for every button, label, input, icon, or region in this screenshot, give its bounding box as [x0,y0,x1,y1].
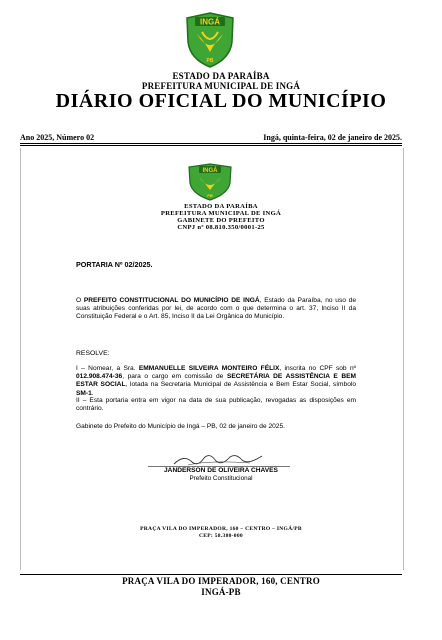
doc-head-prefecture: PREFEITURA MUNICIPAL DE INGÁ [160,210,282,217]
portaria-number: PORTARIA Nº 02/2025. [76,260,153,269]
footer-city: INGÁ-PB [201,587,241,597]
doc-head-cnpj: CNPJ nº 08.810.350/0001-25 [177,224,265,231]
appointee-cpf: 012.908.474-36 [76,373,123,381]
resolve-label: RESOLVE: [76,350,110,357]
art1-cpf-label: , inscrita no CPF sob nº [279,365,357,372]
signer-role: Prefeito Constitucional [189,475,253,482]
signer-name: JANDERSON DE OLIVEIRA CHAVES [164,467,278,474]
edition-number: Ano 2025, Número 02 [20,133,95,142]
doc-footer-address: PRAÇA VILA DO IMPERADOR, 160 – CENTRO – INGÁ/PB [140,526,302,532]
prefecture-name: PREFEITURA MUNICIPAL DE INGÁ [141,81,301,91]
small-logo-subtext: PB [207,193,213,198]
appointee-name: EMMANUELLE SILVEIRA MONTEIRO FÉLIX [138,365,280,372]
art1-allocation: , lotada na Secretaria Municipal de Assistência e Bem Estar Social, símbolo [125,381,356,389]
inga-coat-of-arms-logo [185,12,235,68]
art1-lead: I – Nomear, a Sra. [76,365,139,372]
doc-footer-cep: CEP: 58.380-000 [199,533,243,539]
inga-coat-of-arms-small-logo [187,163,233,201]
journal-title: DIÁRIO OFICIAL DO MUNICÍPIO [55,90,387,112]
small-logo-text: INGÁ [202,167,218,174]
art1-position-label: , para o cargo em comissão de [122,373,227,381]
header-divider-thin [20,145,402,146]
closing-line: Gabinete do Prefeito do Município de Ingá – PB, 02 de janeiro de 2025. [76,423,285,430]
publication-date: Ingá, quinta-feira, 02 de janeiro de 2025. [263,133,402,142]
preamble-authority: PREFEITO CONSTITUCIONAL DO MUNICÍPIO DE INGÁ [83,297,260,304]
doc-head-office: GABINETE DO PREFEITO [177,217,265,224]
doc-head-state: ESTADO DA PARAÍBA [184,203,258,210]
art1-end: . [91,389,94,397]
article-two-paragraph: II – Esta portaria entra em vigor na data de sua publicação, revogadas as disposições em contrário. [76,397,356,413]
footer-address: PRAÇA VILA DO IMPERADOR, 160, CENTRO [122,576,320,586]
footer-divider [20,574,402,575]
preamble-lead: O [76,297,84,304]
position-symbol: SM-1 [76,389,92,397]
preamble-body: , Estado da Paraíba, no uso de suas atribuições conferidas por lei, de acordo com o que determina o art. 37, Inciso II da Constituição Federal e o Art. 85, Inciso II da Lei Orgânica do Município. [76,297,356,321]
preamble-paragraph [76,297,356,322]
logo-subtext: PB [206,58,214,64]
appointed-position: SECRETÁRIA DE ASSISTÊNCIA E BEM ESTAR SOCIAL [76,373,357,389]
state-name: ESTADO DA PARAÍBA [172,71,270,81]
article-one-paragraph [76,365,356,398]
header-divider [20,143,402,144]
logo-text: INGÁ [200,17,220,27]
